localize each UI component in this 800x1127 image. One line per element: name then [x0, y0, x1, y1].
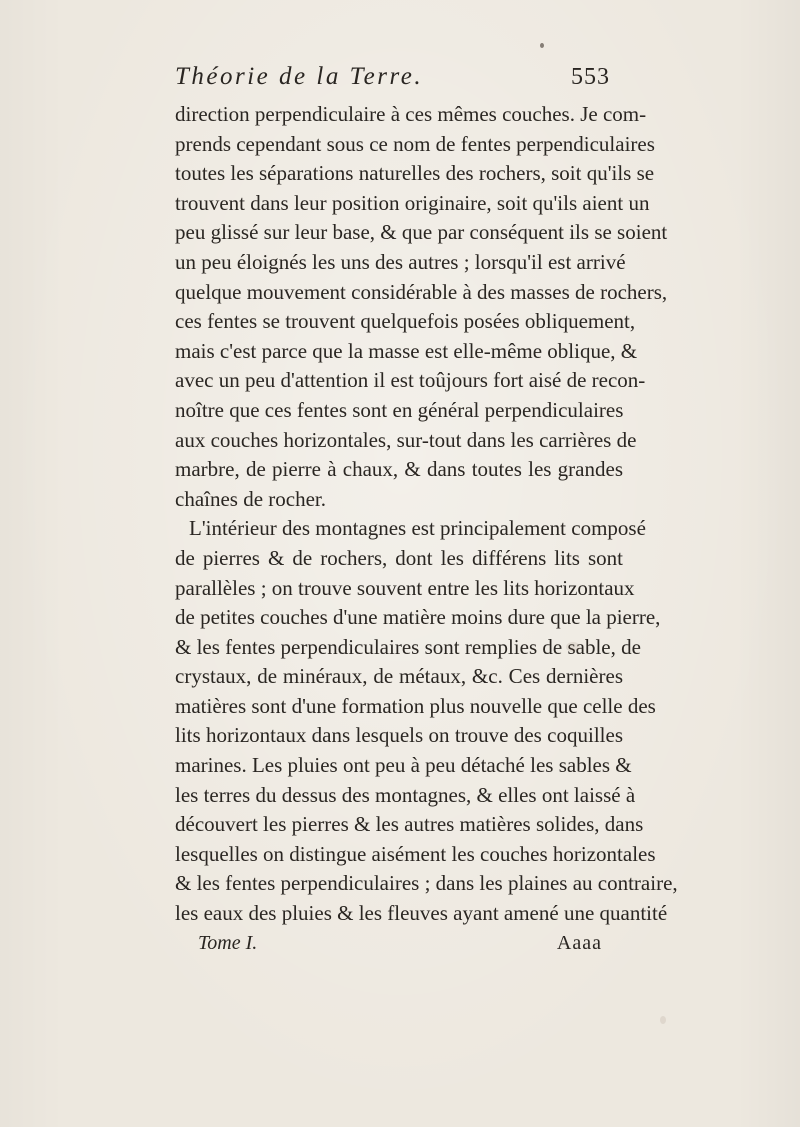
- text-line: crystaux, de minéraux, de métaux, &c. Ces dernières: [175, 664, 623, 689]
- text-line: marbre, de pierre à chaux, & dans toutes les grandes: [175, 457, 623, 482]
- text-line: quelque mouvement considérable à des masses de rochers,: [175, 279, 668, 304]
- text-line: L'intérieur des montagnes est principalement composé: [189, 516, 646, 541]
- text-line: de petites couches d'une matière moins dure que la pierre,: [175, 605, 661, 630]
- text-line: découvert les pierres & les autres matières solides, dans: [175, 812, 644, 837]
- text-line: lesquelles on distingue aisément les couches horizontales: [175, 841, 656, 866]
- paper-stain: [660, 1016, 666, 1024]
- text-line: trouvent dans leur position originaire, soit qu'ils aient un: [175, 190, 650, 215]
- volume-mark: Tome I.: [198, 932, 258, 954]
- running-header: [175, 58, 610, 98]
- text-line: les terres du dessus des montagnes, & elles ont laissé à: [175, 782, 636, 807]
- text-line: direction perpendiculaire à ces mêmes couches. Je com-: [175, 102, 647, 126]
- text-line: ces fentes se trouvent quelquefois posées obliquement,: [175, 309, 636, 334]
- text-line: toutes les séparations naturelles des rochers, soit qu'ils se: [175, 161, 655, 186]
- page-number: 553: [571, 64, 610, 90]
- text-line: peu glissé sur leur base, & que par conséquent ils se soient: [175, 220, 668, 245]
- text-line: mais c'est parce que la masse est elle-même oblique, &: [175, 338, 638, 363]
- paper-stain: [566, 642, 580, 652]
- text-line: & les fentes perpendiculaires sont remplies de sable, de: [175, 634, 641, 659]
- body-text: [175, 100, 678, 929]
- signature-mark: Aaaa: [556, 932, 602, 954]
- text-line: matières sont d'une formation plus nouvelle que celle des: [175, 693, 656, 718]
- text-line: les eaux des pluies & les fleuves ayant amené une quantité: [175, 901, 668, 926]
- ink-speck: [540, 43, 544, 48]
- text-line: prends cependant sous ce nom de fentes perpendiculaires: [175, 131, 655, 156]
- page-footer: [175, 932, 610, 960]
- text-line: & les fentes perpendiculaires ; dans les plaines au contraire,: [175, 871, 678, 896]
- text-line: noître que ces fentes sont en général perpendiculaires: [175, 397, 624, 422]
- text-line: aux couches horizontales, sur-tout dans les carrières de: [175, 427, 637, 452]
- text-line: parallèles ; on trouve souvent entre les lits horizontaux: [175, 575, 635, 600]
- text-line: chaînes de rocher.: [175, 486, 327, 511]
- text-line: lits horizontaux dans lesquels on trouve des coquilles: [175, 723, 623, 748]
- running-title: Théorie de la Terre.: [175, 63, 424, 90]
- text-line: avec un peu d'attention il est toûjours fort aisé de recon-: [175, 368, 646, 393]
- text-line: un peu éloignés les uns des autres ; lorsqu'il est arrivé: [175, 249, 626, 274]
- text-line: de pierres & de rochers, dont les différens lits sont: [175, 545, 623, 570]
- text-line: marines. Les pluies ont peu à peu détaché les sables &: [175, 753, 632, 778]
